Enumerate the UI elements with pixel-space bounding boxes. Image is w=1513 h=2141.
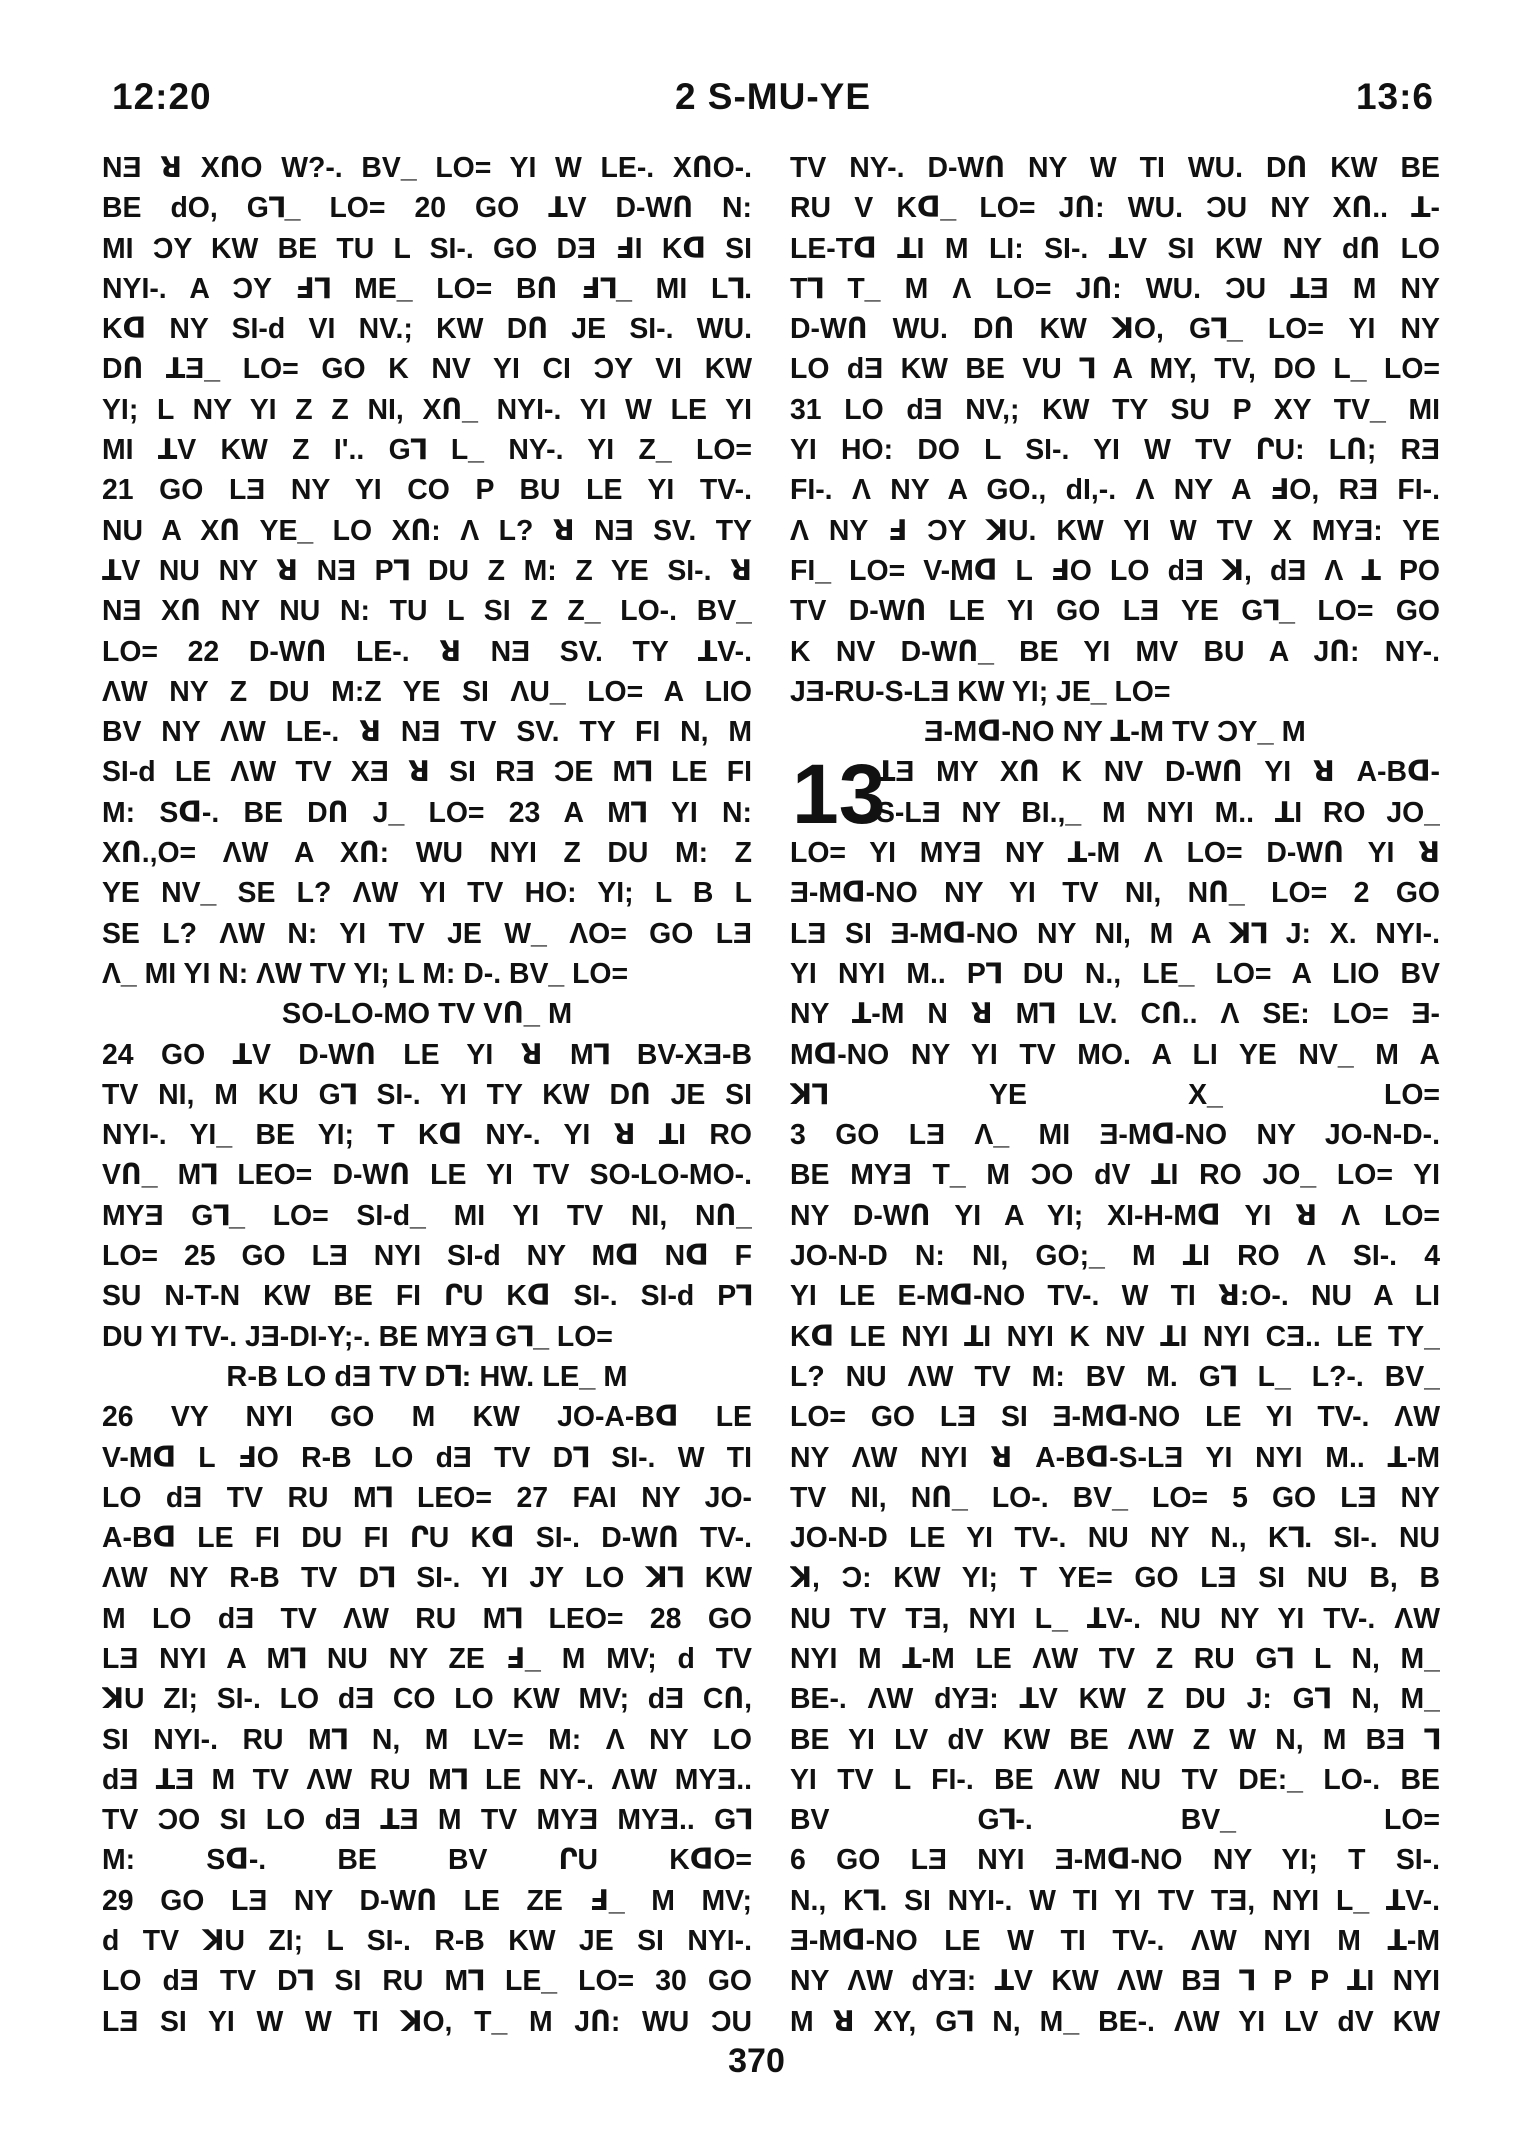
text-line: NY ꓕ-M N ꓤ Mꓶ LV. CՈ.. Λ SE: LO= Ǝ- (790, 998, 1440, 1031)
text-line: NYI M ꓕ-M LE ΛW TV Z RU Gꓶ L N, M_ (790, 1642, 1440, 1675)
text-line: Tꓶ T_ M Λ LO= JՈ: WU. ƆU ꓕƎ M NY (790, 272, 1440, 305)
header-verse-start: 12:20 (112, 76, 212, 117)
text-line: SE L? ΛW N: YI TV JE W_ ΛO= GO LƎ (102, 917, 752, 950)
text-line: FI-. Λ NY A GO., dI,-. Λ NY A ꓞO, RƎ FI-. (790, 474, 1440, 507)
text-line: A-Bᗡ LE FI DU FI ՐU Kᗡ SI-. D-WՈ TV-. (102, 1522, 752, 1555)
text-line: 26 VY NYI GO M KW JO-A-Bᗡ LE (102, 1401, 752, 1434)
text-line: TV NI, NՈ_ LO-. BV_ LO= 5 GO LƎ NY (790, 1481, 1440, 1514)
text-line: LƎ SI Ǝ-Mᗡ-NO NY NI, M A ꓘꓶ J: X. NYI-. (790, 917, 1440, 950)
text-line: LO= YI MYƎ NY ꓕ-M Λ LO= D-WՈ YI ꓤ (790, 837, 1440, 870)
text-line: LO= 25 GO LƎ NYI SI-d NY Mᗡ Nᗡ F (102, 1240, 752, 1273)
text-line: JO-N-D N: NI, GO;_ M ꓕI RO Λ SI-. 4 (790, 1240, 1440, 1273)
text-line: Kᗡ NY SI-d VI NV.; KW DՈ JE SI-. WU. (102, 313, 752, 346)
text-line: D-WՈ WU. DՈ KW ꓘO, Gꓶ_ LO= YI NY (790, 313, 1440, 346)
text-line: 21 GO LƎ NY YI CO P BU LE YI TV-. (102, 474, 752, 507)
text-line: VՈ_ Mꓶ LEO= D-WՈ LE YI TV SO-LO-MO-. (102, 1159, 752, 1192)
left-text-column (102, 148, 752, 2042)
text-line: NY ΛW dYƎ: ꓕV KW ΛW BƎ ꓶ P P ꓕI NYI (790, 1965, 1440, 1998)
text-line: MI ƆY KW BE TU L SI-. GO DƎ ꓞI Kᗡ SI (102, 232, 752, 265)
page-header (112, 76, 1434, 136)
text-line: M: Sᗡ-. BE DՈ J_ LO= 23 A Mꓶ YI N: (102, 796, 752, 829)
text-line: NU A XՈ YE_ LO XՈ: Λ L? ꓤ NƎ SV. TY (102, 514, 752, 547)
text-line: BE MYƎ T_ M ƆO dV ꓕI RO JO_ LO= YI (790, 1159, 1440, 1192)
page-number: 370 (728, 2042, 785, 2080)
text-line: 29 GO LƎ NY D-WՈ LE ZE ꓞ_ M MV; (102, 1884, 752, 1917)
text-line: NYI-. YI_ BE YI; T Kᗡ NY-. YI ꓤ ꓕI RO (102, 1119, 752, 1152)
text-line: LO dƎ TV Dꓶ SI RU Mꓶ LE_ LO= 30 GO (102, 1965, 752, 1998)
right-paragraphs-2 (790, 833, 1440, 2042)
text-line: RU V Kᗡ_ LO= JՈ: WU. ƆU NY XՈ.. ꓕ- (790, 192, 1440, 225)
text-line: NU TV TƎ, NYI L_ ꓕV-. NU NY YI TV-. ΛW (790, 1602, 1440, 1635)
text-line: LO dƎ TV RU Mꓶ LEO= 27 FAI NY JO- (102, 1481, 752, 1514)
text-line: YI LE E-Mᗡ-NO TV-. W TI ꓤ:O-. NU A LI (790, 1280, 1440, 1313)
text-line: LE-Tᗡ ꓕI M LI: SI-. ꓕV SI KW NY dՈ LO (790, 232, 1440, 265)
right-text-column (790, 148, 1440, 2042)
text-line: Kᗡ LE NYI ꓕI NYI K NV ꓕI NYI CƎ.. LE TY_ (790, 1320, 1440, 1353)
text-line: FI_ LO= V-Mᗡ L ꓞO LO dƎ ꓘ, dƎ Λ ꓕ PO (790, 554, 1440, 587)
header-verse-end: 13:6 (1355, 76, 1434, 117)
text-line: LO dƎ KW BE VU ꓶ A MY, TV, DO L_ LO= (790, 353, 1440, 386)
text-line: NYI-. A ƆY ꓞꓶ ME_ LO= BՈ ꓞꓶ_ MI Lꓶ. (102, 272, 752, 305)
text-line: DՈ ꓕƎ_ LO= GO K NV YI CI ƆY VI KW (102, 353, 752, 386)
text-line: BV NY ΛW LE-. ꓤ NƎ TV SV. TY FI N, M (102, 716, 752, 749)
text-line: dƎ ꓕƎ M TV ΛW RU Mꓶ LE NY-. ΛW MYƎ.. (102, 1763, 752, 1796)
text-line: ꓘꓶ YE X_ LO= (790, 1078, 1440, 1111)
chapter-number: 13 (792, 747, 886, 842)
text-line: N., Kꓶ. SI NYI-. W TI YI TV TƎ, NYI L_ ꓕV-. (790, 1884, 1440, 1917)
left-paragraphs-2 (102, 1035, 752, 1357)
text-line: 24 GO ꓕV D-WՈ LE YI ꓤ Mꓶ BV-XƎ-B (102, 1038, 752, 1071)
text-line: Mᗡ-NO NY YI TV MO. A LI YE NV_ M A (790, 1038, 1440, 1071)
text-line: YI; L NY YI Z Z NI, XՈ_ NYI-. YI W LE YI (102, 393, 752, 426)
text-line: ΛW NY R-B TV Dꓶ SI-. YI JY LO ꓘꓶ KW (102, 1562, 752, 1595)
text-line: SI NYI-. RU Mꓶ N, M LV= M: Λ NY LO (102, 1723, 752, 1756)
text-line: TV D-WՈ LE YI GO LƎ YE Gꓶ_ LO= GO (790, 595, 1440, 628)
text-line: BE YI LV dV KW BE ΛW Z W N, M BƎ ꓶ (790, 1723, 1440, 1756)
text-line: Λ_ MI YI N: ΛW TV YI; L M: D-. BV_ LO= (102, 957, 629, 990)
text-line: Ǝ-Mᗡ-NO NY YI TV NI, NՈ_ LO= 2 GO (790, 877, 1440, 910)
text-line: ΛW NY Z DU M:Z YE SI ΛU_ LO= A LIO (102, 675, 752, 708)
text-line: ꓕV NU NY ꓤ NƎ Pꓶ DU Z M: Z YE SI-. ꓤ (102, 554, 752, 587)
text-line: MYƎ Gꓶ_ LO= SI-d_ MI YI TV NI, NՈ_ (102, 1199, 752, 1232)
left-paragraphs-1 (102, 148, 752, 994)
text-line: BE-. ΛW dYƎ: ꓕV KW Z DU J: Gꓶ N, M_ (790, 1683, 1440, 1716)
text-line: NY D-WՈ YI A YI; XI-H-Mᗡ YI ꓤ Λ LO= (790, 1199, 1440, 1232)
text-line: Ǝ-Mᗡ-NO LE W TI TV-. ΛW NYI M ꓕ-M (790, 1925, 1440, 1958)
text-line: YE NV_ SE L? ΛW YI TV HO: YI; L B L (102, 877, 752, 910)
section-heading-solomon: SO-LO-MO TV VՈ_ M (281, 998, 573, 1031)
text-line: JƎ-RU-S-LƎ KW YI; JE_ LO= (790, 675, 1171, 708)
right-paragraphs-1 (790, 148, 1440, 712)
text-line: NY ΛW NYI ꓤ A-Bᗡ-S-LƎ YI NYI M.. ꓕ-M (790, 1441, 1440, 1474)
section-heading-rabbah: R-B LO dƎ TV Dꓶ: HW. LE_ M (226, 1360, 628, 1393)
text-line: K NV D-WՈ_ BE YI MV BU A JՈ: NY-. (790, 635, 1440, 668)
text-line: S-LƎ NY BI.,_ M NYI M.. ꓕI RO JO_ (876, 796, 1440, 829)
text-line: MI ꓕV KW Z I'.. Gꓶ L_ NY-. YI Z_ LO= (102, 434, 752, 467)
text-line: M ꓤ XY, Gꓶ N, M_ BE-. ΛW YI LV dV KW (790, 2005, 1440, 2038)
text-line: TV ƆO SI LO dƎ ꓕƎ M TV MYƎ MYƎ.. Gꓶ (102, 1804, 752, 1837)
text-line: M LO dƎ TV ΛW RU Mꓶ LEO= 28 GO (102, 1602, 752, 1635)
text-line: BV Gꓶ-. BV_ LO= (790, 1804, 1440, 1837)
text-line: 31 LO dƎ NV,; KW TY SU P XY TV_ MI (790, 393, 1440, 426)
chapter-start (790, 747, 1440, 842)
section-heading-amnon: Ǝ-Mᗡ-NO NY ꓕ-M TV ƆY_ M (924, 716, 1306, 749)
chapter-first-lines (790, 752, 1440, 833)
text-line: 3 GO LƎ Λ_ MI Ǝ-Mᗡ-NO NY JO-N-D-. (790, 1119, 1440, 1152)
text-line: d TV ꓘU ZI; L SI-. R-B KW JE SI NYI-. (102, 1925, 752, 1958)
left-paragraphs-3 (102, 1397, 752, 2042)
text-line: JO-N-D LE YI TV-. NU NY N., Kꓶ. SI-. NU (790, 1522, 1440, 1555)
text-line: Λ NY ꓞ ƆY ꓘU. KW YI W TV X MYƎ: YE (790, 514, 1440, 547)
text-line: M: Sᗡ-. BE BV ՐU KᗡO= (102, 1844, 752, 1877)
text-line: YI HO: DO L SI-. YI W TV ՐU: LՈ; RƎ (790, 434, 1440, 467)
text-line: TV NI, M KU Gꓶ SI-. YI TY KW DՈ JE SI (102, 1078, 752, 1111)
text-line: SU N-T-N KW BE FI ՐU Kᗡ SI-. SI-d Pꓶ (102, 1280, 752, 1313)
text-line: ꓕƎ MY XՈ K NV D-WՈ YI ꓤ A-Bᗡ- (876, 756, 1440, 789)
text-line: YI NYI M.. Pꓶ DU N., LE_ LO= A LIO BV (790, 957, 1440, 990)
text-line: LO= GO LƎ SI Ǝ-Mᗡ-NO LE YI TV-. ΛW (790, 1401, 1440, 1434)
text-line: ꓘ, Ɔ: KW YI; T YE= GO LƎ SI NU B, B (790, 1562, 1440, 1595)
text-line: LƎ SI YI W W TI ꓘO, T_ M JՈ: WU ƆU (102, 2005, 752, 2038)
text-line: YI TV L FI-. BE ΛW NU TV DE:_ LO-. BE (790, 1763, 1440, 1796)
header-book-title: 2 S-MU-YE (674, 76, 872, 117)
text-line: BE dO, Gꓶ_ LO= 20 GO ꓕV D-WՈ N: (102, 192, 752, 225)
text-line: LO= 22 D-WՈ LE-. ꓤ NƎ SV. TY ꓕV-. (102, 635, 752, 668)
text-line: SI-d LE ΛW TV XƎ ꓤ SI RƎ ƆE Mꓶ LE FI (102, 756, 752, 789)
text-line: L? NU ΛW TV M: BV M. Gꓶ L_ L?-. BV_ (790, 1360, 1440, 1393)
text-line: NƎ ꓤ XՈO W?-. BV_ LO= YI W LE-. XՈO-. (102, 152, 752, 184)
text-line: 6 GO LƎ NYI Ǝ-Mᗡ-NO NY YI; T SI-. (790, 1844, 1440, 1877)
text-line: DU YI TV-. JƎ-DI-Y;-. BE MYƎ Gꓶ_ LO= (102, 1320, 613, 1353)
text-line: TV NY-. D-WՈ NY W TI WU. DՈ KW BE (790, 152, 1440, 184)
text-line: XՈ.,O= ΛW A XՈ: WU NYI Z DU M: Z (102, 837, 752, 870)
text-line: NƎ XՈ NY NU N: TU L SI Z Z_ LO-. BV_ (102, 595, 752, 628)
text-line: V-Mᗡ L ꓞO R-B LO dƎ TV Dꓶ SI-. W TI (102, 1441, 752, 1474)
text-line: LƎ NYI A Mꓶ NU NY ZE ꓞ_ M MV; d TV (102, 1642, 752, 1675)
text-line: ꓘU ZI; SI-. LO dƎ CO LO KW MV; dƎ CՈ, (102, 1683, 752, 1716)
